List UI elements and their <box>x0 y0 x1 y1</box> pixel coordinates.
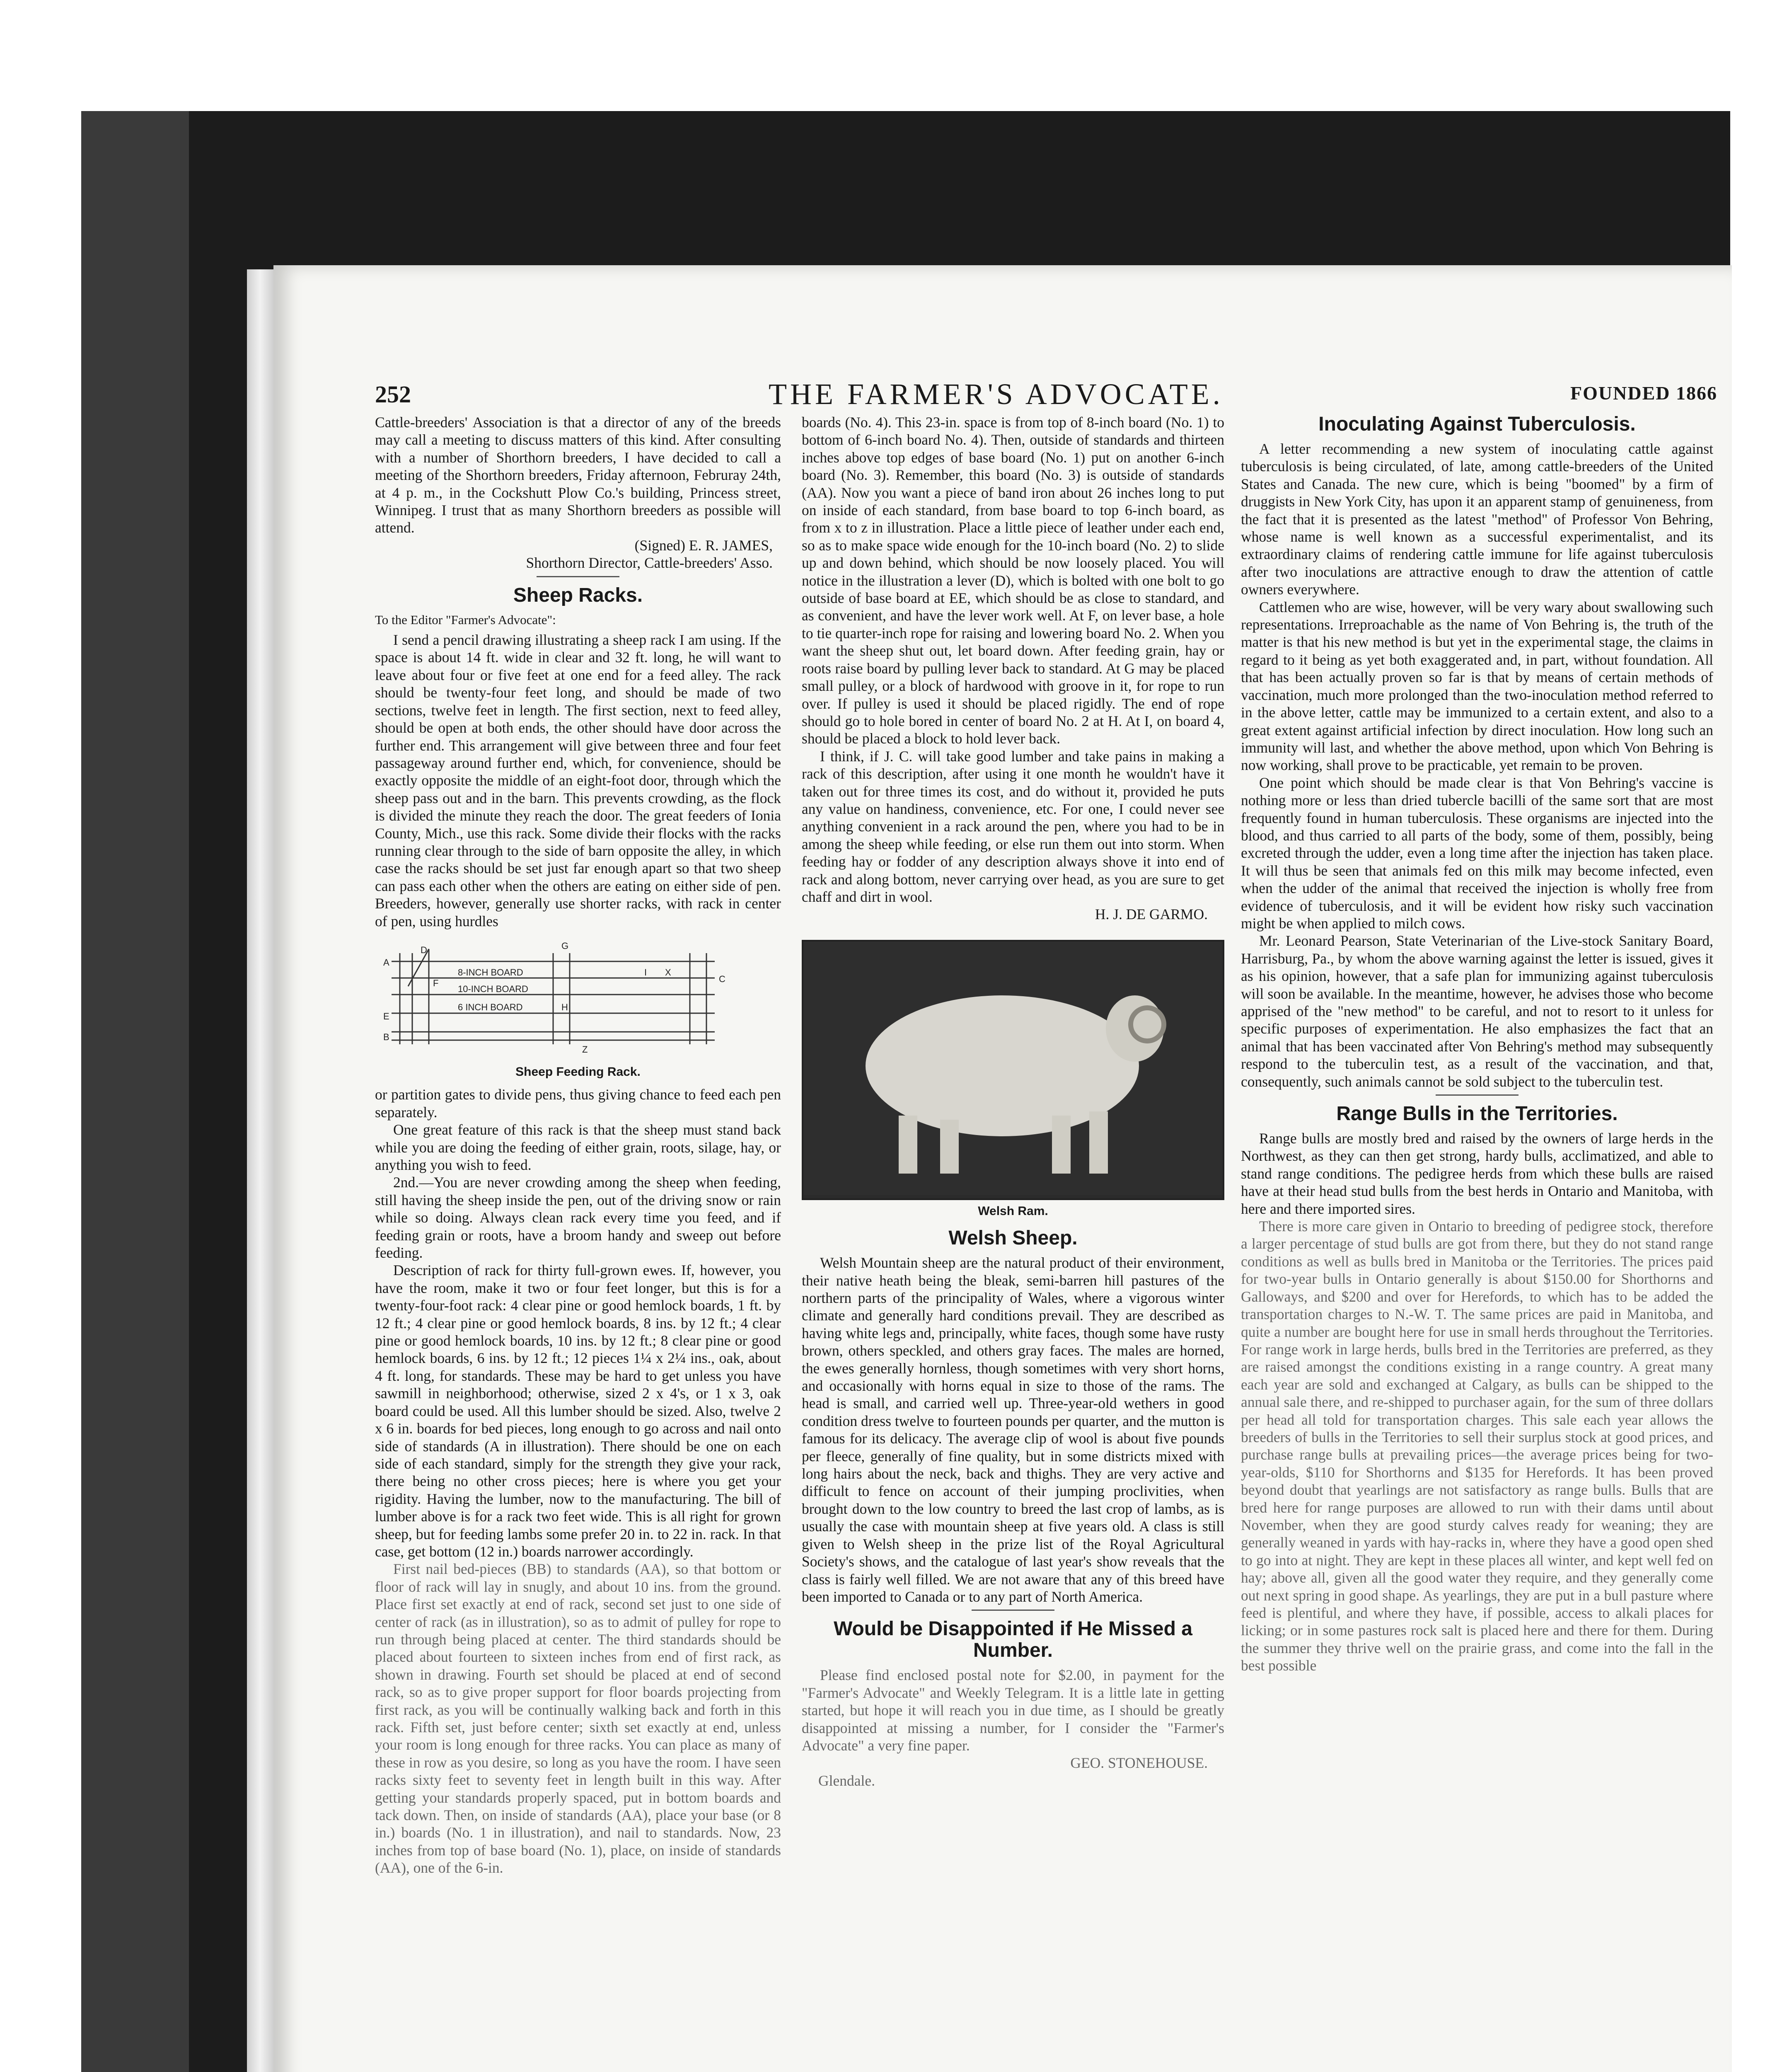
sheep-racks-paragraph: Description of rack for thirty full-grown ewes. If, however, you have the room, make it two or four feet longer, but this is for a twenty-four-foot rack: 4 clear pine or good hemlock boards, 1 ft. by 12 ft.; 4 clear pine or good hemlock boards, 8 ins. by 12 ft.; 4 clear pine or good hemlock boards, 10 ins. by 12 ft.; 8 clear pine or good hemlock boards, 6 ins. by 12 ft.; 12 pieces 1¼ x 2¼ ins., oak, about 4 ft. long, for standards. These may be hard to get unless you have sawmill in neighborhood; otherwise, sized 2 x 4's, or 1 x 3, oak board could be used. All this lumber should be sized. Also, twelve 2 x 6 in. boards for bed pieces, long enough to go across and nail onto side of standards (A in illustration). There should be one on each side of each standard, simply for the strength they give your rack, there being no other cross pieces; here is where you get your rigidity. Having the lumber, now to the manufacturing. The bill of lumber above is for a rack two feet wide. This is all right for grown sheep, but for feeding lambs some prefer 20 in. to 22 in. rack. In that case, get bottom (12 in.) boards narrower accordingly. <box>375 1262 781 1560</box>
tuberculosis-paragraph: A letter recommending a new system of inoculating cattle against tuberculosis is being circulated, of late, among cattle-breeders of the United States and Canada. The new cure, which is being "boomed" by a firm of druggists in New York City, has upon it an apparent stamp of genuineness, from the fact that it is presented as the latest "method" of Professor Von Behring, whose name is well known as a successful experimentalist, and its extraordinary claims of rendering cattle immune for life against tuberculosis after two inoculations are attractive enough to draw the attention of cattle owners everywhere. <box>1241 441 1713 598</box>
sheep-racks-paragraph: or partition gates to divide pens, thus giving chance to feed each pen separately. <box>375 1086 781 1121</box>
disappointed-heading: Would be Disappointed if He Missed a Number. <box>834 1618 1192 1662</box>
page-header <box>375 365 1717 410</box>
newspaper-page <box>273 265 1732 2072</box>
sheep-racks-paragraph: I send a pencil drawing illustrating a sheep rack I am using. If the space is about 14 ft. wide in clear and 32 ft. long, he will want to leave about four or five feet at one end for a feed alley. The rack should be twenty-four feet long, and should be made of two sections, twelve feet in length. The first section, next to feed alley, should be open at both ends, the other should have door across the further end. This arrangement will give between three and four feet passageway around further end, which, for convenience, should be exactly opposite the middle of an eight-foot door, through which the sheep pass out and in the barn. This prevents crowding, as the flock is divided the minute they reach the door. The great feeders of Ionia County, Mich., use this rack. Some divide their flocks with the racks running clear through to the side of barn opposite the alley, in which case the racks should be set just far enough apart so that two sheep can pass each other when the others are eating on either side of pen. Breeders, however, generally use shorter racks, with rack in center of pen, using hurdles <box>375 632 781 929</box>
diagram-board-label-10in: 10-INCH BOARD <box>458 983 528 994</box>
column-2 <box>802 414 1224 1789</box>
diagram-letter-g: G <box>561 940 569 951</box>
letter-intro: Cattle-breeders' Association is that a director of any of the breeds may call a meeting to discuss matters of this kind. After consulting with a number of Shorthorn breeders, I have decided to call a meeting of the Shorthorn breeders, Friday afternoon, Februray 24th, at 4 p. m., in the Cockshutt Plow Co.'s building, Princess street, Winnipeg. I trust that as many Shorthorn breeders as possible will attend. <box>375 414 781 536</box>
section-rule <box>972 1610 1054 1611</box>
welsh-sheep-paragraph: Welsh Mountain sheep are the natural product of their environment, their native heath being the bleak, semi-barren hill pastures of the northern parts of the principality of Wales, where a vigorous winter climate and generally hard conditions prevail. They are described as having white legs and, principally, white faces, though some have rusty brown, others speckled, and others gray faces. The males are horned, the ewes generally hornless, though sometimes with very short horns, and occasionally with horns equal in size to those of the rams. The head is small, and carried well up. Three-year-old wethers in good condition dress twelve to fourteen pounds per quarter, and the mutton is famous for its delicacy. The average clip of wool is about five pounds per fleece, generally of fine quality, but in some districts mixed with long hairs about the neck, back and thighs. They are very active and difficult to fence on account of their jumping proclivities, when brought down to the low country to breed the last crop of lambs, as is usually the case with mountain sheep at five years old. A class is still given to Welsh sheep in the prize list of the Royal Agricultural Society's shows, and the catalogue of last year's show reveals that the class is fairly well filled. We are not aware that any of this breed have been imported to Canada or to any part of North America. <box>802 1254 1224 1605</box>
letter-signature-title: Shorthorn Director, Cattle-breeders' Asso. <box>526 554 773 571</box>
sheep-racks-continued: boards (No. 4). This 23-in. space is from top of 8-inch board (No. 1) to bottom of 6-inch board No. 4). Then, outside of standards and thirteen inches above top edges of base board (No. 1) put on another 6-inch board (No. 3). Remember, this board (No. 3) is outside of standards (AA). Now you want a piece of band iron about 26 inches long to put on inside of each standard, from base board to top 6-inch board, as from x to z in illustration. Place a little piece of leather under each end, so as to make space wide enough for the 10-inch board (No. 2) to slide up and down behind, which should be now loosely placed. You will notice in the illustration a lever (D), which is bolted with one bolt to go outside of base board at EE, which should be as close to standard, and as convenient, and have the lever work well. At F, on lever base, a hole to tie quarter-inch rope for raising and lowering board No. 2. When you want the sheep shut out, let board down. After feeding grain, hay or roots raise board by pulling lever back to standard. At G may be placed small pulley, or a block of hardwood with groove in it, for rope to run over. If pulley is used it should be placed rigidly. The end of rope should go to hole bored in center of board No. 2 at H. At I, on board 4, should be placed a block to hold lever back. <box>802 414 1224 747</box>
diagram-letter-a: A <box>383 957 389 968</box>
disappointed-signature: GEO. STONEHOUSE. <box>1070 1755 1208 1772</box>
range-bulls-heading: Range Bulls in the Territories. <box>1336 1103 1618 1125</box>
masthead-title: THE FARMER'S ADVOCATE. <box>769 378 1224 411</box>
disappointed-place: Glendale. <box>818 1772 875 1789</box>
diagram-letter-x: X <box>665 967 671 978</box>
diagram-letter-f: F <box>433 978 439 988</box>
letter-signature: (Signed) E. R. JAMES, <box>634 537 773 554</box>
column-1 <box>375 414 781 1877</box>
diagram-board-label-6in: 6 INCH BOARD <box>458 1002 523 1012</box>
diagram-letter-z: Z <box>582 1044 588 1055</box>
diagram-caption: Sheep Feeding Rack. <box>515 1065 641 1079</box>
welsh-ram-caption: Welsh Ram. <box>978 1204 1048 1218</box>
diagram-letter-i: I <box>644 967 647 978</box>
microfilm-left-stripe <box>81 111 189 2072</box>
diagram-letter-c: C <box>719 973 725 984</box>
column-3 <box>1241 414 1713 1675</box>
welsh-sheep-heading: Welsh Sheep. <box>948 1227 1078 1249</box>
tuberculosis-heading: Inoculating Against Tuberculosis. <box>1318 413 1636 435</box>
sheep-racks-paragraph: One great feature of this rack is that the sheep must stand back while you are doing the feeding of either grain, roots, silage, hay, or anything you wish to feed. <box>375 1121 781 1173</box>
diagram-letter-d: D <box>421 944 427 955</box>
page-content <box>375 365 1717 2072</box>
welsh-ram-image <box>803 942 1223 1195</box>
editor-salutation: To the Editor "Farmer's Advocate": <box>375 612 556 627</box>
page-number: 252 <box>375 381 411 408</box>
range-bulls-paragraph: Range bulls are mostly bred and raised by the owners of large herds in the Northwest, as they can then get strong, hardy bulls, acclimatized, and able to stand range conditions. The pedigree herds from which these bulls are raised have at their head stud bulls from the best herds in Ontario and Manitoba, with here and there imported sires. <box>1241 1130 1713 1217</box>
tuberculosis-paragraph: One point which should be made clear is that Von Behring's vaccine is nothing more or less than dried tubercle bacilli of the same sort that are most frequently found in human tuberculosis. These organisms are injected into the blood, and thus carried to all parts of the body, some of them, possibly, being excreted through the udder, even a long time after the injection has taken place. It will thus be seen that animals fed on this milk may become infected, even when the udder of the animal that received the injection is wholly free from evidence of tuberculosis, and it will be evident how risky such vaccination might be when applied to milch cows. <box>1241 774 1713 932</box>
diagram-letter-h: H <box>561 1002 568 1012</box>
sheep-racks-continued: I think, if J. C. will take good lumber and take pains in making a rack of this description, after using it one month he wouldn't have it taken out for three times its cost, and do without it, provided he puts any value on handiness, convenience, etc. For one, I could never see anything convenient in a rack around the pen, where you had to be in among the sheep while feeding, or else run them out into storm. When feeding hay or fodder of any description always shove it into end of rack and along bottom, never carrying over head, as you are sure to get chaff and dirt in wool. <box>802 748 1224 905</box>
sheep-racks-paragraph: 2nd.—You are never crowding among the sheep when feeding, still having the sheep inside the pen, out of the driving snow or rain while so doing. Always clean rack every time you feed, and if feeding grain or roots, have a broom handy and sweep out before feeding. <box>375 1174 781 1261</box>
disappointed-paragraph: Please find enclosed postal note for $2.00, in payment for the "Farmer's Advocate" and Weekly Telegram. It is a little late in getting started, but hope it will reach you in due time, as I should be greatly disappointed at missing a number, for I consider the "Farmer's Advocate" a very fine paper. <box>802 1667 1224 1754</box>
sheep-racks-signature: H. J. DE GARMO. <box>1095 906 1208 923</box>
tuberculosis-paragraph: Mr. Leonard Pearson, State Veterinarian of the Live-stock Sanitary Board, Harrisburg, Pa., by whom the above warning against the letter is issued, gives it as his opinion, however, that a safe plan for immunizing against tuberculosis will soon be available. In the meantime, however, he advises those who become apprised of the "new method" to be careful, and not to resort to it unless for specific purposes of experimentation. He also emphasizes the fact that an animal that has been vaccinated after Von Behring's method may subsequently respond to the tuberculin test, as a result of the vaccination, and that, consequently, such animals cannot be sold subject to the tuberculin test. <box>1241 932 1713 1090</box>
diagram-letter-b: B <box>383 1031 389 1042</box>
film-top-margin <box>0 0 1770 111</box>
sheep-feeding-rack-diagram <box>375 937 781 1061</box>
diagram-board-label-8in: 8-INCH BOARD <box>458 967 523 978</box>
range-bulls-paragraph: There is more care given in Ontario to breeding of pedigree stock, therefore a larger percentage of stud bulls are got from there, but they do not stand range conditions as well as bulls bred in Manitoba or the Territories. The prices paid for two-year bulls in Ontario generally is about $150.00 for Shorthorns and Galloways, and $200 and over for Herefords, to which has to be added the transportation charges to N.-W. T. The same prices are paid in Manitoba, and quite a number are bought here for use in small herds throughout the Territories. For range work in large herds, bulls bred in the Territories are preferred, as they are raised amongst the conditions existing in a range country. A great many each year are sold and exchanged at Calgary, as bulls can be shipped to the annual sale there, and re-shipped to purchaser again, for the sum of three dollars per head all told for transportation charges. This sale each year allows the breeders of bulls in the Territories to sell their surplus stock at good prices, and purchase range bulls at prevailing prices—the average prices being for two-year-olds, $110 for Shorthorns and $135 for Herefords. It has been proved beyond doubt that yearlings are not satisfactory as range bulls. Bulls that are bred here for range purposes are allowed to run with their dams until about November, when they are good sturdy calves ready for weaning; they are generally weaned in yards with hay-racks in, where they have a good open shed to go into at night. They are kept in these places all winter, and kept well fed on hay; above all, given all the good water they require, and they generally come out next spring in good shape. As yearlings, they are put in a bull pasture where feed is plentiful, and where they have, if possible, access to alkali places for licking; or in some pastures rock salt is placed here and there for them. During the summer they thrive well on the prairie grass, and come into the fall in the best possible <box>1241 1218 1713 1674</box>
section-rule <box>537 576 619 577</box>
sheep-racks-paragraph: First nail bed-pieces (BB) to standards (AA), so that bottom or floor of rack will lay in snugly, and about 10 ins. from the ground. Place first set exactly at end of rack, second set just to one side of center of rack (as in illustration), so as to admit of pulley for rope to run through being placed at center. The third standards should be placed about fourteen to sixteen inches from end of first rack, as shown in drawing. Fourth set should be placed at end of second rack, so as to give proper support for floor boards projecting from first rack, as you will be continually walking back and forth in this rack. Fifth set, just before center; sixth set exactly at end, unless your room is long enough for three racks. You can place as many of these in row as you desire, so long as you have the room. I have seen racks sixty feet to seventy feet in length built in this way. After getting your standards properly spaced, put in bottom boards and tack down. Then, on inside of standards (AA), place your base (or 8 in.) boards (No. 1 in illustration), and nail to standards. Now, 23 inches from top of base board (No. 1), place, on inside of standards (AA), one of the 6-in. <box>375 1561 781 1876</box>
founded-note: FOUNDED 1866 <box>1570 382 1717 404</box>
diagram-letter-e: E <box>383 1011 389 1021</box>
welsh-ram-photo <box>802 940 1224 1200</box>
tuberculosis-paragraph: Cattlemen who are wise, however, will be very wary about swallowing such representations. Irreproachable as the name of Von Behring is, the truth of the matter is that his new method is but yet in the experimental stage, the claims in regard to it being as yet both exaggerated and, in part, without foundation. All that has been actually proven so far is that by means of certain methods of vaccination, much more prolonged than the two-inoculation method referred to in the above letter, cattle may be immunized to a certain extent, and also to a great extent against artificial infection by direct inoculation. How long such an immunity will last, and whether the above method, upon which Von Behring is now working, shall prove to be practicable, yet remain to be proven. <box>1241 598 1713 774</box>
section-rule <box>1436 1094 1519 1096</box>
sheep-racks-heading: Sheep Racks. <box>513 584 643 606</box>
rack-drawing <box>375 937 781 1061</box>
